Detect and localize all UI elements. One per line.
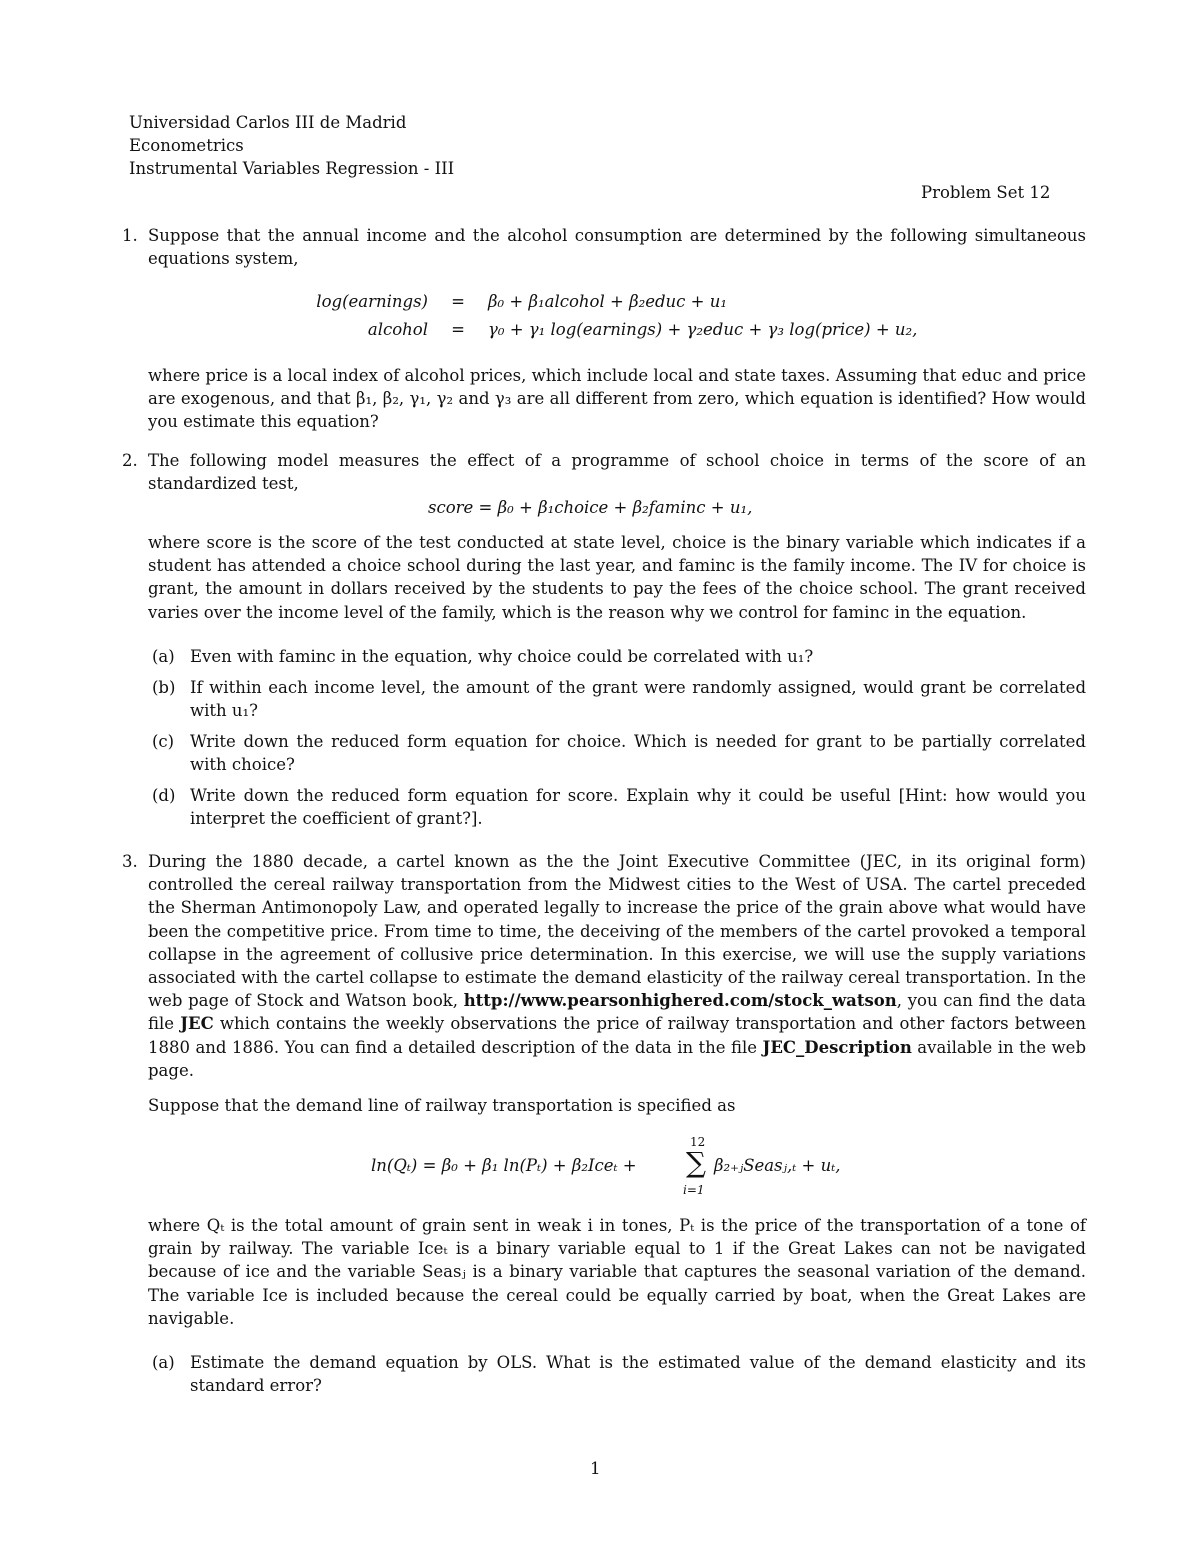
q2-equation: score = β₀ + β₁choice + β₂faminc + u₁, — [428, 498, 753, 517]
q3-number: 3. — [122, 852, 138, 871]
q3-demand-intro: Suppose that the demand line of railway transportation is specified as — [148, 1096, 736, 1115]
q3-file-jec-description: JEC_Description — [762, 1037, 912, 1057]
problem-set-label: Problem Set 12 — [921, 183, 1051, 202]
q3-file-jec: JEC — [180, 1014, 214, 1034]
q2-part-a-text: Even with faminc in the equation, why choice could be correlated with u₁? — [190, 647, 814, 666]
q1-text: where price is a local index of alcohol prices, which include local and state taxes. Assuming that educ and price are exogenous, and that β₁, β₂, γ₁, γ₂ and γ₃ are all different from zero, which equation is identified? How would you estimate this equation? — [148, 366, 1086, 432]
q1-intro: Suppose that the annual income and the alcohol consumption are determined by the following simultaneous equations system, — [148, 226, 1086, 269]
q2-part-c-text: Write down the reduced form equation for choice. Which is needed for grant to be partially correlated with choice? — [190, 732, 1086, 775]
q1-eq1-sign: = — [451, 292, 465, 311]
q3-equation-tail: β₂₊ⱼSeasⱼ,ₜ + uₜ, — [714, 1156, 841, 1175]
q3-text-d: available in the web page. — [148, 1037, 1087, 1080]
q3-url: http://www.pearsonhighered.com/stock_watson — [463, 991, 897, 1011]
q1-eq2-sign: = — [451, 320, 465, 339]
q2-part-a-label: (a) — [152, 647, 175, 666]
q2-part-d-label: (d) — [152, 786, 176, 805]
q3-text-after: where Qₜ is the total amount of grain sent in weak i in tones, Pₜ is the price of the transportation of a tone of grain by railway. The variable Iceₜ is a binary variable equal to 1 if the Great Lakes can not be navigated because of ice and the variable Seasⱼ is a binary variable that captures the seasonal variation of the demand. The variable Ice is included because the cereal could be equally carried by boat, when the Great Lakes are navigable. — [148, 1216, 1086, 1328]
q3-text-c: which contains the weekly observations the price of railway transportation and other factors between 1880 and 1886. You can find a detailed description of the data in the file — [148, 1014, 1086, 1057]
q1-number: 1. — [122, 226, 138, 245]
q3-part-a-label: (a) — [152, 1353, 175, 1372]
q2-number: 2. — [122, 451, 138, 470]
q1-eq1-rhs: β₀ + β₁alcohol + β₂educ + u₁ — [488, 292, 727, 311]
q1-eq2-rhs: γ₀ + γ₁ log(earnings) + γ₂educ + γ₃ log(price) + u₂, — [488, 320, 918, 339]
q3-part-a-text: Estimate the demand equation by OLS. What is the estimated value of the demand elasticity and its standard error? — [190, 1353, 1086, 1396]
q3-sum-lower: i=1 — [683, 1183, 705, 1197]
q1-equation-2 — [298, 318, 917, 341]
university-name: Universidad Carlos III de Madrid — [129, 113, 407, 132]
q3-text — [148, 850, 1086, 1082]
q3-text-a: During the 1880 decade, a cartel known as the the Joint Executive Committee (JEC, in its original form) controlled the cereal railway transportation from the Midwest cities to the West of USA. The cartel preceded the Sherman Antimonopoly Law, and operated legally to increase the price of the grain above what would have been the competitive price. From time to time, the deceiving of the members of the cartel provoked a temporal collapse in the agreement of collusive price determination. In this exercise, we will use the supply variations associated with the cartel collapse to estimate the demand elasticity of the railway cereal transportation. In the web page of Stock and Watson book, — [148, 852, 1086, 1011]
q2-intro: The following model measures the effect of a programme of school choice in terms of the score of an standardized test, — [148, 451, 1086, 494]
topic-title: Instrumental Variables Regression - III — [129, 159, 455, 178]
q3-text-b: , you can find the data file — [148, 991, 1087, 1034]
q1-eq2-lhs: alcohol — [367, 320, 428, 339]
q2-part-b-label: (b) — [152, 678, 176, 697]
q2-text: where score is the score of the test conducted at state level, choice is the binary variable which indicates if a student has attended a choice school during the last year, and faminc is the family income. The IV for choice is grant, the amount in dollars received by the students to pay the fees of the choice school. The grant received varies over the income level of the family, which is the reason why we control for faminc in the equation. — [148, 533, 1086, 622]
q3-equation-main: ln(Qₜ) = β₀ + β₁ ln(Pₜ) + β₂Iceₜ + — [371, 1156, 637, 1175]
q1-eq1-lhs: log(earnings) — [316, 292, 428, 311]
page-number: 1 — [590, 1459, 601, 1478]
sum-sign-icon: ∑ — [686, 1146, 706, 1179]
q2-part-b-text: If within each income level, the amount of the grant were randomly assigned, would grant be correlated with u₁? — [190, 678, 1086, 721]
q2-part-d-text: Write down the reduced form equation for score. Explain why it could be useful [Hint: how would you interpret the coefficient of grant?]. — [190, 786, 1086, 829]
q2-part-c-label: (c) — [152, 732, 175, 751]
q1-equation-1 — [298, 290, 727, 313]
course-name: Econometrics — [129, 136, 244, 155]
q3-sum-upper: 12 — [690, 1135, 706, 1149]
